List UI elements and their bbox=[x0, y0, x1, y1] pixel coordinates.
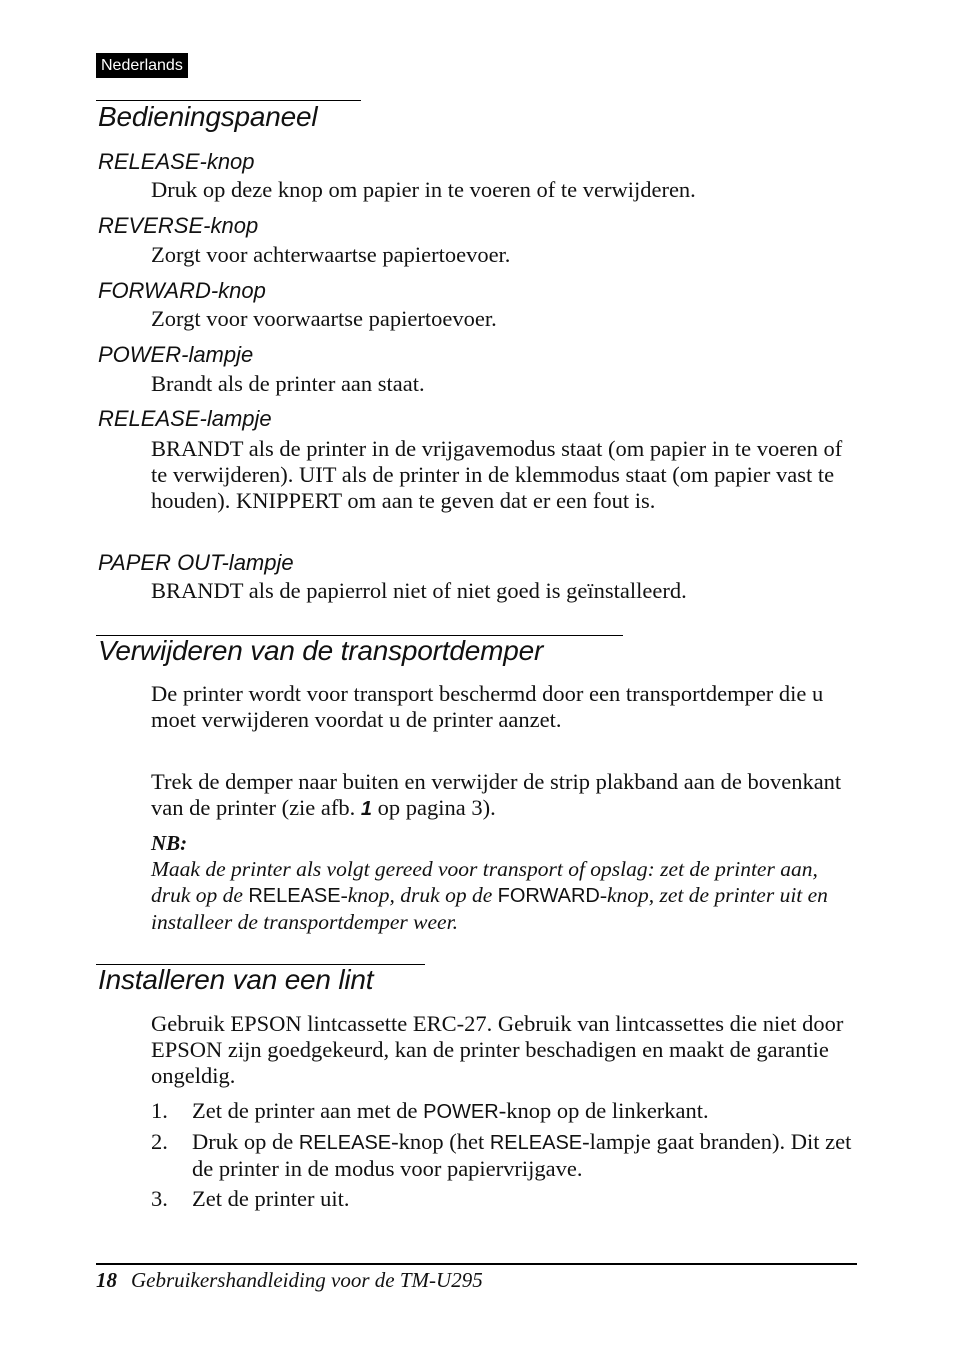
step-number: 1. bbox=[151, 1098, 168, 1123]
page-number: 18 bbox=[96, 1268, 117, 1292]
note-title: NB: bbox=[151, 831, 188, 855]
note-text-part: -knop, druk op de bbox=[340, 883, 498, 907]
step-text-part: Zet de printer aan met de bbox=[192, 1098, 424, 1123]
description-release-button: Druk op deze knop om papier in te voeren of te verwijderen. bbox=[151, 177, 696, 202]
page-footer bbox=[96, 1266, 483, 1294]
term-reverse-button: REVERSE-knop bbox=[98, 213, 259, 238]
step-number: 2. bbox=[151, 1129, 168, 1154]
description-paper-out-light: BRANDT als de papierrol niet of niet goed is geïnstalleerd. bbox=[151, 578, 687, 603]
note-key-release: RELEASE bbox=[248, 885, 341, 907]
figure-reference: 1 bbox=[360, 798, 373, 820]
transport-paragraph-2-text: Trek de demper naar buiten en verwijder de strip plakband aan de bovenkant van de printer (zie afb. bbox=[151, 769, 842, 820]
ribbon-intro: Gebruik EPSON lintcassette ERC-27. Gebruik van lintcassettes die niet door EPSON zijn goedgekeurd, kan de printer beschadigen en maakt de garantie ongeldig. bbox=[151, 1011, 844, 1088]
step-text bbox=[192, 1129, 856, 1182]
key-release: RELEASE bbox=[489, 1132, 583, 1154]
note-text-part: Maak de printer als volgt gereed voor transport of opslag: zet de printer aan, druk op de bbox=[151, 857, 818, 907]
step-text-part: -knop (het bbox=[391, 1129, 490, 1154]
key-release: RELEASE bbox=[298, 1132, 392, 1154]
description-release-light: BRANDT als de printer in de vrijgavemodus staat (om papier in te voeren of te verwijderen). UIT als de printer in de klemmodus staat (om papier vast te houden). KNIPPERT om aan te geven dat er een fout is. bbox=[151, 436, 843, 513]
step-text-part: Zet de printer uit. bbox=[192, 1186, 350, 1211]
section-title-ribbon: Installeren van een lint bbox=[98, 964, 374, 995]
step-text-part: -knop op de linkerkant. bbox=[498, 1098, 709, 1123]
step-text bbox=[192, 1098, 856, 1125]
transport-paragraph-2-text-end: op pagina 3). bbox=[372, 795, 496, 820]
note-text bbox=[151, 856, 856, 935]
note-key-forward: FORWARD bbox=[497, 885, 600, 907]
description-power-light: Brandt als de printer aan staat. bbox=[151, 371, 425, 396]
term-power-light: POWER-lampje bbox=[98, 342, 254, 367]
transport-paragraph-1: De printer wordt voor transport beschermd door een transportdemper die u moet verwijderen voordat u de printer aanzet. bbox=[151, 681, 824, 732]
step-text-part: -lampje gaat branden). Dit zet de printer in de modus voor papiervrijgave. bbox=[192, 1129, 852, 1181]
section-title-control-panel: Bedieningspaneel bbox=[98, 101, 318, 132]
manual-title: Gebruikershandleiding voor de TM-U295 bbox=[131, 1268, 483, 1292]
term-forward-button: FORWARD-knop bbox=[98, 278, 266, 303]
term-release-button: RELEASE-knop bbox=[98, 149, 255, 174]
description-reverse-button: Zorgt voor achterwaartse papiertoevoer. bbox=[151, 242, 511, 267]
key-power: POWER bbox=[423, 1101, 499, 1123]
section-title-transport: Verwijderen van de transportdemper bbox=[98, 635, 544, 666]
description-forward-button: Zorgt voor voorwaartse papiertoevoer. bbox=[151, 306, 497, 331]
step-number: 3. bbox=[151, 1186, 168, 1211]
term-paper-out-light: PAPER OUT-lampje bbox=[98, 550, 294, 575]
term-release-light: RELEASE-lampje bbox=[98, 406, 272, 431]
note-text-part: -knop, zet de printer uit en installeer de transportdemper weer. bbox=[151, 883, 828, 934]
step-text bbox=[192, 1186, 856, 1212]
language-tab: Nederlands bbox=[96, 53, 188, 78]
footer-rule bbox=[96, 1263, 857, 1265]
transport-paragraph-2 bbox=[151, 769, 856, 822]
step-text-part: Druk op de bbox=[192, 1129, 299, 1154]
